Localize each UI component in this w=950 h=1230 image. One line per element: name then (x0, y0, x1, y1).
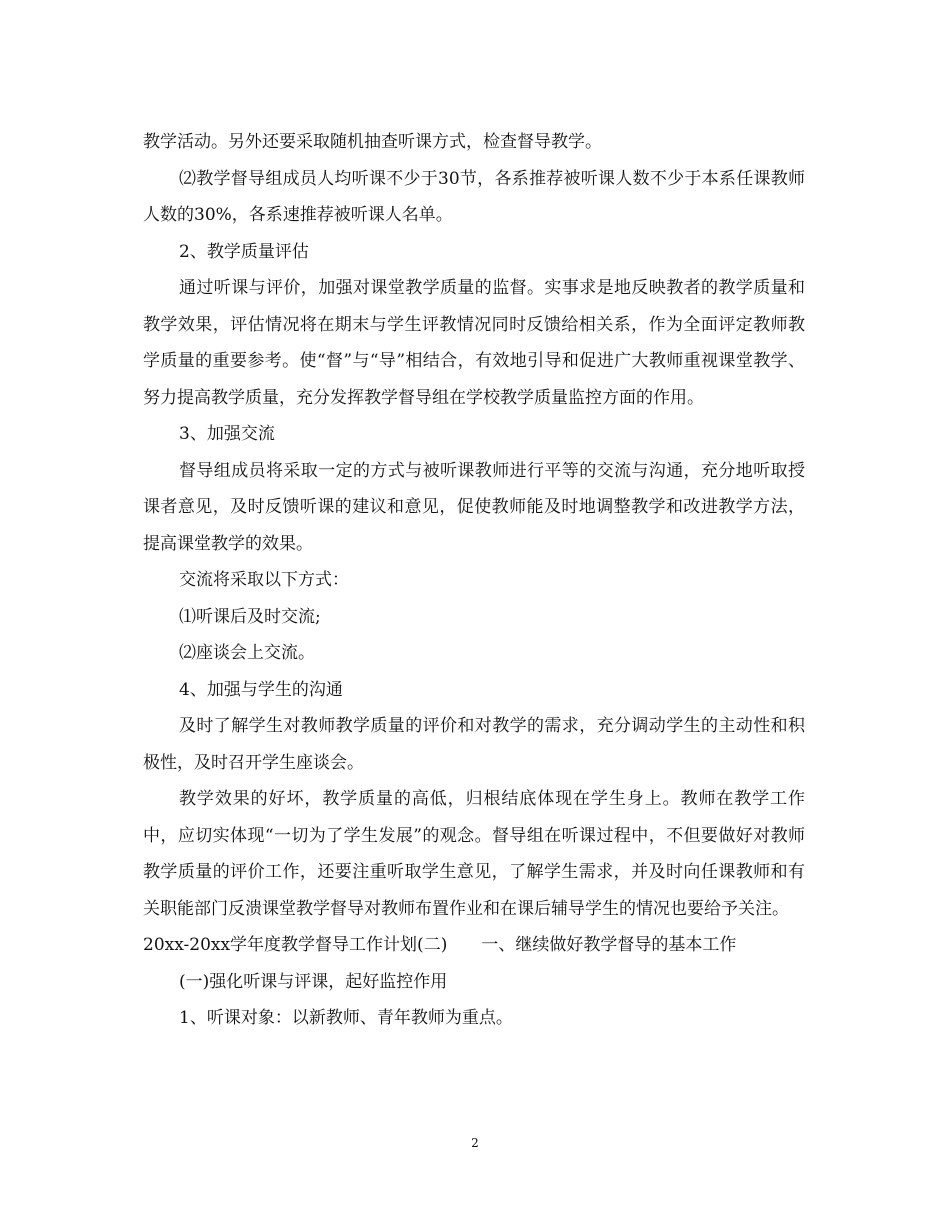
list-item: ⑵座谈会上交流。 (179, 643, 315, 663)
paragraph: ⑵教学督导组成员人均听课不少于30节，各系推荐被听课人数不少于本系任课教师人数的30%，各系速推荐被听课人名单。 (143, 168, 805, 225)
document-body (143, 124, 805, 1037)
document-title-line: 20xx-20xx学年度教学督导工作计划(二) 一、继续做好教学督导的基本工作 (143, 935, 737, 955)
paragraph: 1、听课对象：以新教师、青年教师为重点。 (179, 1008, 513, 1028)
list-item: ⑴听课后及时交流; (179, 606, 321, 627)
section-heading: 3、加强交流 (179, 424, 275, 444)
paragraph: 教学活动。另外还要采取随机抽查听课方式，检查督导教学。 (143, 132, 602, 152)
paragraph: 教学效果的好坏，教学质量的高低，归根结底体现在学生身上。教师在教学工作中，应切实体现“一切为了学生发展”的观念。督导组在听课过程中，不但要做好对教师教学质量的评价工作，还要注重听取学生意见，了解学生需求，并及时向任课教师和有关职能部门反溃课堂教学督导对教师布置作业和在课后辅导学生的情况也要给予关注。 (143, 789, 805, 919)
paragraph: 交流将采取以下方式： (179, 570, 349, 590)
paragraph: 督导组成员将采取一定的方式与被听课教师进行平等的交流与沟通，充分地听取授课者意见，及时反馈听课的建议和意见，促使教师能及时地调整教学和改进教学方法，提高课堂教学的效果。 (143, 460, 805, 554)
paragraph: 通过听课与评价，加强对课堂教学质量的监督。实事求是地反映教者的教学质量和教学效果，评估情况将在期末与学生评教情况同时反馈给相关系，作为全面评定教师教学质量的重要参考。使“督”与“导”相结合，有效地引导和促进广大教师重视课堂教学、努力提高教学质量，充分发挥教学督导组在学校教学质量监控方面的作用。 (143, 278, 805, 408)
section-heading: 4、加强与学生的沟通 (179, 679, 343, 700)
section-heading: 2、教学质量评估 (179, 241, 309, 262)
page-number: 2 (471, 1136, 479, 1150)
paragraph: 及时了解学生对教师教学质量的评价和对教学的需求，充分调动学生的主动性和积极性，及时召开学生座谈会。 (143, 716, 805, 773)
section-heading: (一)强化听课与评课，起好监控作用 (179, 971, 448, 992)
